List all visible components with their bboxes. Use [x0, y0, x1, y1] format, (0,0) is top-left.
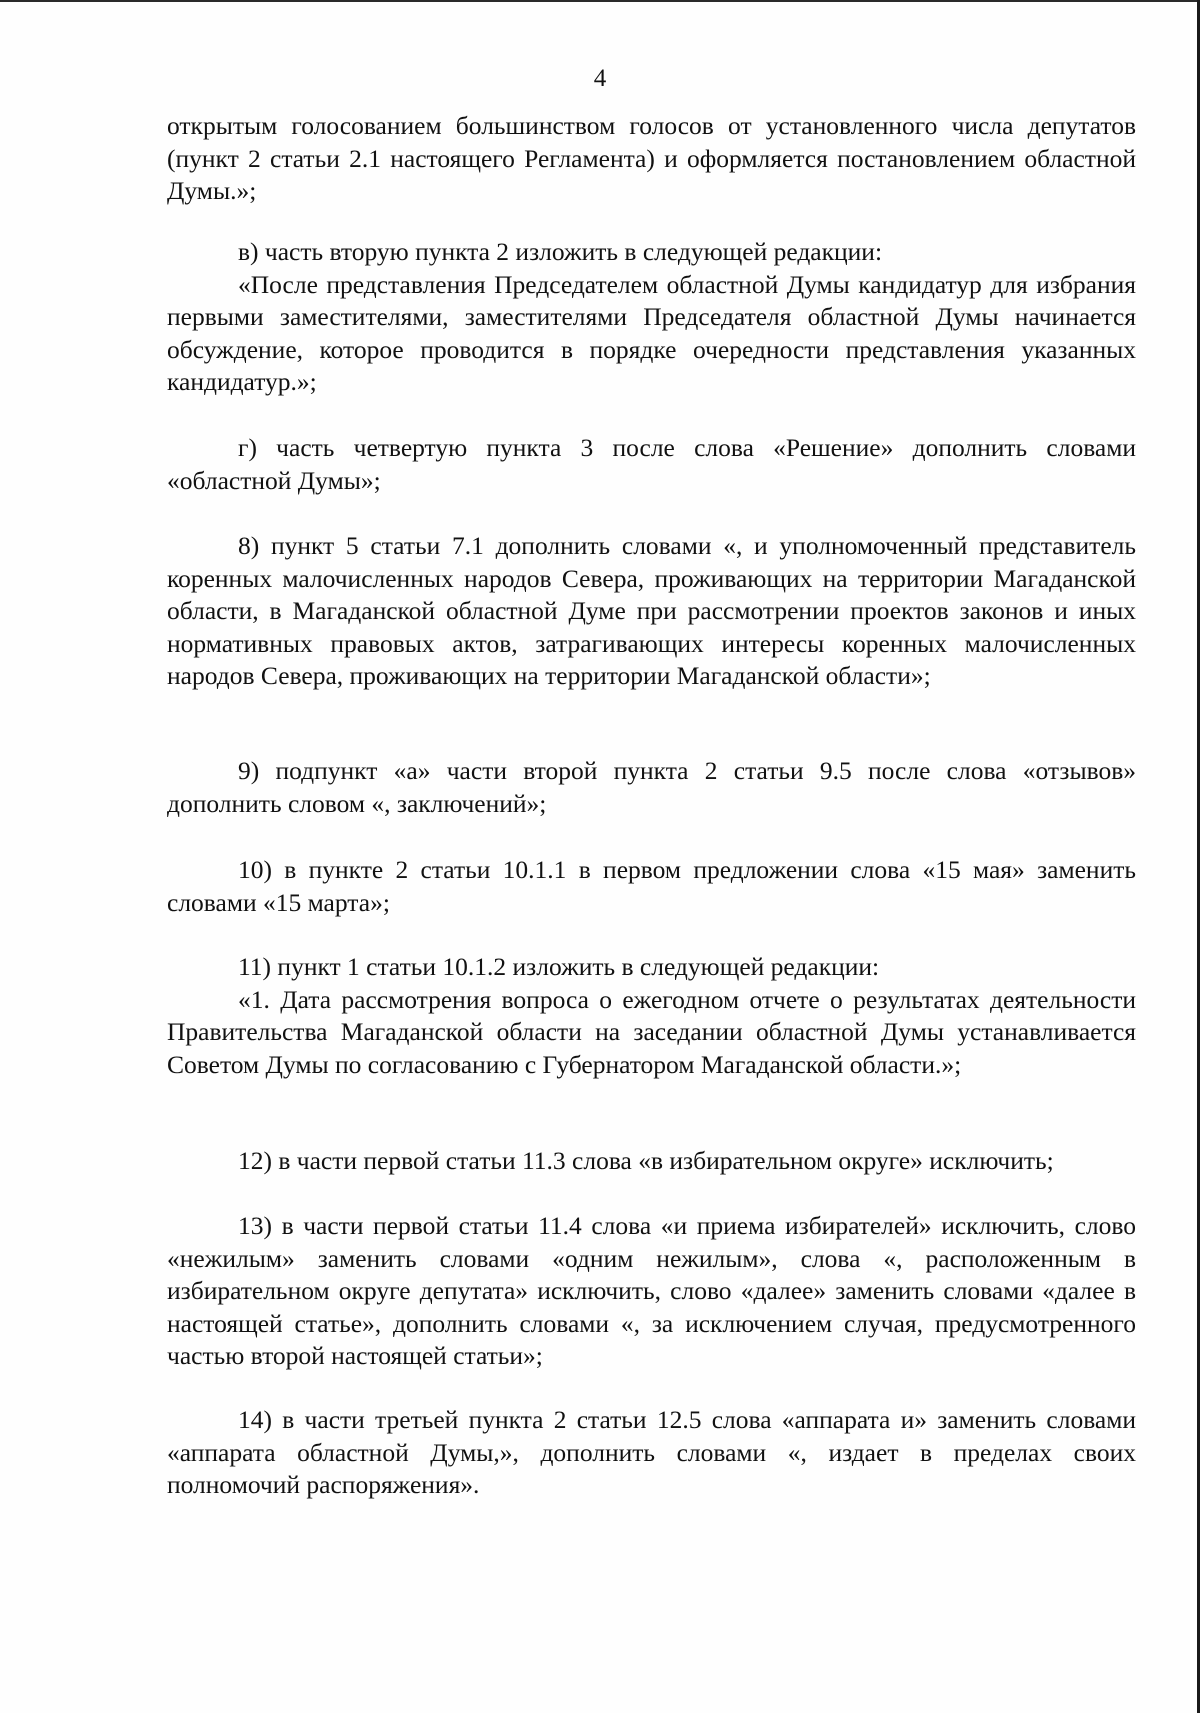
paragraph-item-v: [167, 236, 1136, 399]
paragraph-text: 12) в части первой статьи 11.3 слова «в избирательном округе» исключить;: [238, 1146, 1054, 1175]
paragraph-item-12: [167, 1145, 1136, 1178]
paragraph-item-g: [167, 432, 1136, 497]
paragraph-text: 11) пункт 1 статьи 10.1.2 изложить в следующей редакции:: [238, 952, 880, 981]
page-number: 4: [593, 65, 607, 92]
scan-edge-top: [0, 0, 1200, 2]
paragraph-text: открытым голосованием большинством голосов от установленного числа депутатов (пункт 2 статьи 2.1 настоящего Регламента) и оформляется постановлением областной Думы.»;: [167, 111, 1136, 205]
paragraph-text: г) часть четвертую пункта 3 после слова «Решение» дополнить словами «областной Думы»;: [167, 433, 1136, 495]
paragraph-item-13: [167, 1210, 1136, 1373]
paragraph-item-11: [167, 951, 1136, 1081]
paragraph-item-10: [167, 854, 1136, 919]
paragraph-text: 8) пункт 5 статьи 7.1 дополнить словами «, и уполномоченный представитель коренных малочисленных народов Севера, проживающих на территории Магаданской области, в Магаданской областной Думе при рассмотрении проектов законов и иных нормативных правовых актов, затрагивающих интересы коренных малочисленных народов Севера, проживающих на территории Магаданской области»;: [167, 531, 1136, 690]
paragraph-quote: «1. Дата рассмотрения вопроса о ежегодном отчете о результатах деятельности Правительства Магаданской области на заседании областной Думы устанавливается Советом Думы по согласованию с Губернатором Магаданской области.»;: [167, 984, 1136, 1079]
paragraph-text: 13) в части первой статьи 11.4 слова «и приема избирателей» исключить, слово «нежилым» заменить словами «одним нежилым», слова «, расположенным в избирательном округе депутата» исключить, слово «далее» заменить словами «далее в настоящей статье», дополнить словами «, за исключением случая, предусмотренного частью второй настоящей статьи»;: [167, 1211, 1136, 1370]
paragraph-text: 9) подпункт «а» части второй пункта 2 статьи 9.5 после слова «отзывов» дополнить словом «, заключений»;: [167, 756, 1136, 818]
paragraph-continuation: [167, 110, 1136, 208]
paragraph-item-8: [167, 530, 1136, 693]
paragraph-item-14: [167, 1404, 1136, 1502]
paragraph-quote: «После представления Председателем областной Думы кандидатур для избрания первыми заместителями, заместителями Председателя областной Думы начинается обсуждение, которое проводится в порядке очередности представления указанных кандидатур.»;: [167, 269, 1136, 396]
paragraph-item-9: [167, 755, 1136, 820]
paragraph-text: в) часть вторую пункта 2 изложить в следующей редакции:: [238, 237, 883, 266]
paragraph-text: 14) в части третьей пункта 2 статьи 12.5 слова «аппарата и» заменить словами «аппарата областной Думы,», дополнить словами «, издает в пределах своих полномочий распоряжения».: [167, 1405, 1136, 1499]
paragraph-text: 10) в пункте 2 статьи 10.1.1 в первом предложении слова «15 мая» заменить словами «15 марта»;: [167, 855, 1136, 917]
